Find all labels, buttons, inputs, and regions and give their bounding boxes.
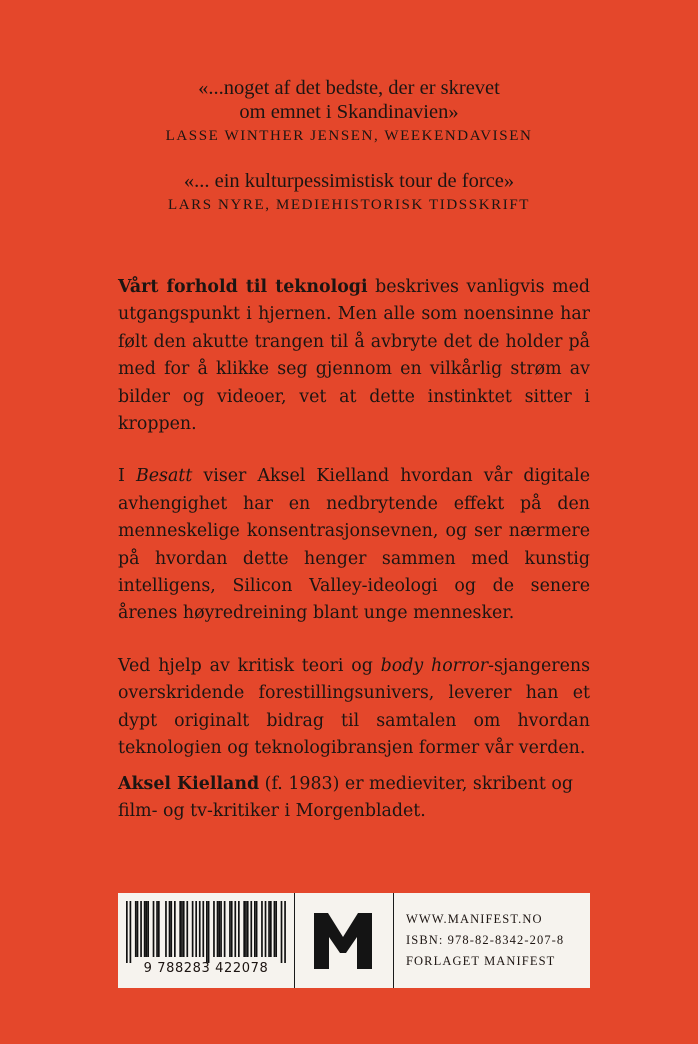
author-name: Aksel Kielland [118,774,260,794]
barcode-bar [202,901,204,957]
barcode-bar [147,901,149,957]
barcode-bar [156,901,158,957]
barcode-bar [165,901,167,957]
barcode-icon [126,901,286,963]
barcode-bar [220,901,222,957]
barcode-bar [238,901,240,957]
description-paragraph-3 [118,653,590,763]
barcode-bar [256,901,258,957]
barcode-bar [281,901,283,963]
barcode-bar [208,901,210,963]
barcode-bar [146,901,148,957]
barcode-bar [153,901,155,957]
barcode-bar [181,901,183,957]
barcode-bar [130,901,132,963]
barcode-bar [270,901,272,957]
barcode-bar [144,901,146,957]
barcode-bar [217,901,219,957]
barcode-bar [265,901,267,957]
description-p2-text: viser Aksel Kielland hvordan vår digitale avhengighet har en nedbrytende effekt på den menneskelige konsentrasjonsevnen, og ser nærmere på hvordan dette henger sammen med kunstig intelligens, Silicon Valley-ideologi og de senere årenes høyredreining blant unge mennesker. [118,466,591,624]
description-p2-start: I [118,466,136,487]
barcode-cell [118,893,295,988]
quote-2-source: LARS NYRE, MEDIEHISTORISK TIDSSKRIFT [167,197,531,213]
author-bio-text: (f. 1983) er medieviter, skribent og film- og tv-kritiker i Morgenbladet. [118,774,574,822]
publisher-isbn: ISBN: 978-82-8342-207-8 [406,933,565,947]
barcode-bar [213,901,215,957]
description-p3-start: Ved hjelp av kritisk teori og [118,655,381,676]
barcode-bar [268,901,270,957]
barcode-bar [137,901,139,957]
barcode-bar [192,901,194,957]
barcode-bar [243,901,245,957]
barcode-bar [135,901,137,957]
barcode-bar [284,901,286,963]
barcode-bar [275,901,277,957]
barcode-bar [218,901,220,957]
barcode-bar [183,901,185,957]
barcode-bar [274,901,276,957]
genre-italic: body horror [380,655,489,676]
description-p1-text: beskrives vanligvis med utgangspunkt i hjernen. Men alle som noensinne har følt den akutte trangen til å avbryte det de holder på med for å klikke seg gjennom en vilkårlig strøm av bilder og videoer, vet at dette instinktet sitter i kroppen. [118,277,590,435]
quote-1-line-2: om emnet i Skandinavien» [239,101,459,123]
barcode-bar [170,901,172,957]
barcode-bar [169,901,171,957]
description-p3-text: -sjangerens overskridende forestillingsunivers, leverer han et dypt originalt bidrag til samtalen om hvordan teknologien og teknologibransjen former vår verden. [118,655,591,759]
quote-1-source: LASSE WINTHER JENSEN, WEEKENDAVISEN [165,128,533,144]
barcode-bar [126,901,128,963]
barcode-bar [206,901,208,963]
barcode-bar [231,901,233,957]
quote-1-line-1: «...noget af det bedste, der er skrevet [198,77,500,99]
barcode-bar [245,901,247,957]
description-lead: Vårt forhold til teknologi [118,277,368,297]
barcode-bar [158,901,160,957]
quotes-section [0,76,698,214]
manifest-logo-icon [310,907,376,973]
publisher-logo-cell [295,893,394,988]
author-bio [118,771,598,826]
description-paragraph-1 [118,274,590,438]
book-description [118,274,590,788]
quote-2-line-1: «... ein kulturpessimistisk tour de force» [183,170,515,192]
publisher-name: FORLAGET MANIFEST [406,954,556,968]
barcode-bar [247,901,249,957]
barcode-bar [234,901,236,957]
barcode-bar [199,901,201,957]
publisher-details [394,893,590,988]
description-paragraph-2 [118,463,590,627]
barcode-bar [229,901,231,957]
book-title-italic: Besatt [135,466,193,487]
barcode-bar [179,901,181,957]
barcode-bar [254,901,256,957]
barcode-bar [186,901,188,957]
barcode-digits: 9 788283 422078 [143,961,269,976]
publisher-website: WWW.MANIFEST.NO [406,912,543,926]
barcode-bar [261,901,263,957]
barcode-bar [140,901,142,957]
barcode-bar [174,901,176,957]
barcode-bar [224,901,226,957]
barcode-bar [250,901,252,957]
barcode-bar [195,901,197,957]
publisher-info-box [118,893,590,988]
